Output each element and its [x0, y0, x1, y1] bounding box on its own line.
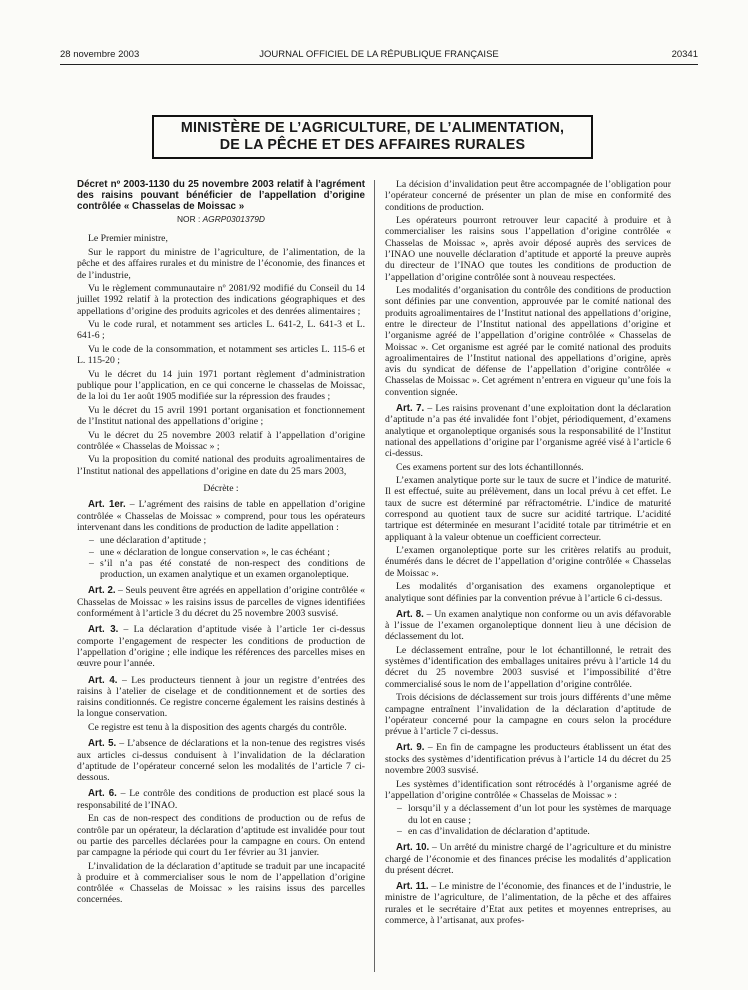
- article-7-paragraph: L’examen analytique porte sur le taux de sucre et l’indice de maturité. Il est effectué, suite au prélèvement, dans un local prévu à cet effet. Le taux de sucre est déterminé par réfractométrie. L’indice de maturité correspond au quotient taux de sucre sur acidité tartrique. L’acidité tartrique est déterminée en mesurant l’acidité totale par titrimétrie et en appliquant à la valeur obtenue un coefficient correcteur.: [385, 475, 671, 543]
- header-journal-title: JOURNAL OFFICIEL DE LA RÉPUBLIQUE FRANÇAISE: [259, 49, 499, 60]
- nor-value: AGRP0301379D: [202, 214, 265, 225]
- article-6-paragraph: En cas de non-respect des conditions de production ou de refus de contrôle par un opérateur, la déclaration d’aptitude est invalidée pour tout ou partie des parcelles déclarées pour la campagne en cours. On entend par campagne la période qui court du 1er février au 31 janvier.: [77, 813, 365, 859]
- article-8-paragraph: Trois décisions de déclassement sur trois jours différents d’une même campagne entraînent l’invalidation de la déclaration d’aptitude de l’opérateur concerné pour la campagne en cours selon la procédure prévue à l’article 7 ci-dessus.: [385, 692, 671, 738]
- article-8-text: – Un examen analytique non conforme ou un avis défavorable à l’issue de l’examen organoleptique donnent lieu à une décision de déclassement du lot.: [385, 608, 671, 643]
- article-4-text: – Les producteurs tiennent à jour un registre d’entrées des raisins à l’atelier de ciselage et de conditionnement et de sorties des raisins conditionnés. Ce registre concerne également les raisins destinés à la longue conservation.: [77, 674, 365, 720]
- article-5-label: Art. 5.: [88, 738, 117, 750]
- article-4-paragraph: Ce registre est tenu à la disposition des agents chargés du contrôle.: [88, 721, 347, 733]
- article-2-text: – Seuls peuvent être agréés en appellation d’origine contrôlée « Chasselas de Moissac » les raisins issus de parcelles de vignes identifiées conformément à l’article 3 du décret du 25 novembre 2003 susvisé.: [77, 585, 365, 620]
- article-11: [385, 881, 671, 926]
- left-column: [77, 179, 365, 908]
- list-item: – en cas d’invalidation de déclaration d’aptitude.: [397, 826, 671, 837]
- article-3-label: Art. 3.: [88, 624, 119, 636]
- article-9-paragraph: Les systèmes d’identification sont rétrocédés à l’organisme agréé de l’appellation d’origine contrôlée « Chasselas de Moissac » :: [385, 778, 671, 801]
- article-7-paragraph: Ces examens portent sur des lots échantillonnés.: [396, 461, 584, 473]
- preamble-paragraph: Vu le décret du 14 juin 1971 portant règlement d’administration publique pour l’application, en ce qui concerne le chasselas de Moissac, de la loi du 1er août 1905 modifiée sur la répression des fraudes ;: [77, 368, 365, 403]
- article-8-paragraph: Le déclassement entraîne, pour le lot échantillonné, le retrait des systèmes d’identification des emballages unitaires prévu à l’article 14 du décret du 25 novembre 2003 susvisé et l’impossibilité d’être commercialisé sous le nom de l’appellation d’origine contrôlée.: [385, 644, 671, 690]
- preamble-paragraph: Vu le règlement communautaire nº 2081/92 modifié du Conseil du 14 juillet 1992 relatif à la protection des indications géographiques et des appellations d’origine des produits agricoles et des denrées alimentaires ;: [77, 283, 365, 317]
- article-6: [77, 788, 365, 811]
- article-2-label: Art. 2.: [88, 585, 116, 597]
- body-paragraph: Les modalités d’organisation du contrôle des conditions de production sont définies par une convention, approuvée par le comité national des produits agroalimentaires de l’Institut national des appellations d’origine, entre le directeur de l’Institut national des appellations d’origine et l’organisme agréé de l’appellation d’origine contrôlée « Chasselas de Moissac ». Cet organisme est agréé par le comité national des produits agroalimentaires de l’Institut national des appellations d’origine, après avis du syndicat de défense de l’appellation d’origine contrôlée « Chasselas de Moissac ». Cet agrément n’entrera en vigueur qu’une fois la convention signée.: [385, 285, 671, 398]
- article-10-text: – Un arrêté du ministre chargé de l’agriculture et du ministre chargé de l’économie et des finances précise les modalités d’application du présent décret.: [385, 842, 672, 876]
- article-2: [77, 585, 365, 619]
- article-5-text: – L’absence de déclarations et la non-tenue des registres visés aux articles ci-dessus conduisent à l’invalidation de la déclaration d’aptitude de l’opérateur concerné selon les modalités de l’article 7 ci-dessous.: [77, 738, 365, 784]
- list-item: – une « déclaration de longue conservation », le cas échéant ;: [89, 547, 365, 558]
- list-item: – une déclaration d’aptitude ;: [89, 535, 365, 546]
- article-9-label: Art. 9.: [396, 742, 425, 754]
- article-5: [77, 738, 365, 783]
- running-header: [60, 49, 698, 63]
- article-1-label: Art. 1er.: [88, 499, 126, 511]
- article-10-label: Art. 10.: [396, 842, 430, 854]
- article-7-label: Art. 7.: [396, 403, 425, 415]
- article-9-list: [385, 803, 671, 837]
- ministry-heading-box: [152, 115, 593, 159]
- article-6-paragraph: L’invalidation de la déclaration d’aptitude se traduit par une incapacité à produire et à commercialiser sous le nom de l’appellation d’origine contrôlée « Chasselas de Moissac » les raisins issus des parcelles concernées.: [77, 860, 365, 906]
- right-column: [385, 179, 671, 928]
- preamble-paragraph: Vu le décret du 15 avril 1991 portant organisation et fonctionnement de l’Institut national des appellations d’origine ;: [77, 404, 365, 428]
- article-3-text: – La déclaration d’aptitude visée à l’article 1er ci-dessus comporte l’engagement de respecter les conditions de production de l’appellation d’origine ; elle indique les références des parcelles mises en œuvre pour l’année.: [77, 624, 365, 670]
- header-page-number: 20341: [671, 49, 698, 60]
- article-6-text: – Le contrôle des conditions de production est placé sous la responsabilité de l’INAO.: [77, 788, 365, 811]
- decree-title: Décret nº 2003-1130 du 25 novembre 2003 relatif à l’agrément des raisins pouvant bénéficier de l’appellation d’origine contrôlée « Chasselas de Moissac »: [77, 179, 365, 212]
- article-4: [77, 675, 365, 720]
- article-11-label: Art. 11.: [396, 881, 429, 893]
- article-3: [77, 624, 365, 669]
- nor-reference: [77, 214, 365, 225]
- body-paragraph: Les opérateurs pourront retrouver leur capacité à produire et à commercialiser les raisins sous l’appellation d’origine contrôlée « Chasselas de Moissac », après avoir déposé auprès des services de l’INAO une nouvelle déclaration d’aptitude et apporté la preuve auprès du directeur de l’INAO que toutes les conditions de production de l’appellation d’origine contrôlée sont à nouveau respectées.: [385, 215, 671, 283]
- article-7-paragraph: L’examen organoleptique porte sur les critères relatifs au produit, énumérés dans le décret de l’appellation d’origine contrôlée « Chasselas de Moissac ».: [385, 545, 671, 579]
- ministry-heading-line1: MINISTÈRE DE L’AGRICULTURE, DE L’ALIMENTATION,: [180, 120, 565, 136]
- article-1: [77, 499, 365, 533]
- preamble-paragraph: Sur le rapport du ministre de l’agriculture, de l’alimentation, de la pêche et des affaires rurales et du ministre de l’économie, des finances et de l’industrie,: [77, 246, 365, 281]
- list-item: – lorsqu’il y a déclassement d’un lot pour les systèmes de marquage du lot en cause ;: [397, 803, 671, 826]
- article-9: [385, 742, 671, 776]
- article-8-label: Art. 8.: [396, 608, 424, 620]
- list-item: – s’il n’a pas été constaté de non-respect des conditions de production, un examen analytique et un examen organoleptique.: [89, 558, 365, 581]
- body-paragraph: La décision d’invalidation peut être accompagnée de l’obligation pour l’opérateur concerné de présenter un plan de mise en conformité des conditions de production.: [385, 179, 671, 213]
- article-9-text: – En fin de campagne les producteurs établissent un état des stocks des systèmes d’identification prévus à l’article 14 du décret du 25 novembre 2003 susvisé.: [385, 742, 671, 777]
- preamble-paragraph: Vu la proposition du comité national des produits agroalimentaires de l’Institut national des appellations d’origine en date du 25 mars 2003,: [77, 454, 365, 477]
- article-1-list: [77, 535, 365, 580]
- article-8: [385, 609, 671, 643]
- preamble-paragraph: Le Premier ministre,: [88, 233, 168, 245]
- article-7: [385, 403, 671, 459]
- article-4-label: Art. 4.: [88, 674, 118, 686]
- article-6-label: Art. 6.: [88, 788, 117, 800]
- header-date: 28 novembre 2003: [60, 49, 140, 60]
- preamble-paragraph: Vu le code de la consommation, et notamment ses articles L. 115-6 et L. 115-20 ;: [77, 343, 365, 367]
- column-separator: [374, 180, 375, 972]
- preamble-paragraph: Vu le décret du 25 novembre 2003 relatif à l’appellation d’origine contrôlée « Chasselas de Moissac » ;: [77, 429, 365, 452]
- header-rule: [60, 64, 698, 65]
- nor-label: NOR :: [177, 214, 203, 225]
- article-7-paragraph: Les modalités d’organisation des examens organoleptique et analytique sont définies par la convention prévue à l’article 6 ci-dessus.: [385, 581, 671, 604]
- article-10: [385, 842, 671, 876]
- decrete-heading: Décrète :: [203, 482, 239, 494]
- article-1-text: – L’agrément des raisins de table en appellation d’origine contrôlée « Chasselas de Moissac » comprend, pour tous les opérateurs intervenant dans les conditions de production de ladite appellation :: [77, 499, 366, 533]
- article-7-text: – Les raisins provenant d’une exploitation dont la déclaration d’aptitude n’a pas été invalidée font l’objet, périodiquement, d’examens analytique et organoleptique organisés sous la responsabilité de l’Institut national des appellations d’origine par l’organisme agréé visé à l’article 6 ci-dessus.: [385, 403, 671, 460]
- ministry-heading-line2: DE LA PÊCHE ET DES AFFAIRES RURALES: [219, 137, 526, 153]
- preamble-paragraph: Vu le code rural, et notamment ses articles L. 641-2, L. 641-3 et L. 641-6 ;: [77, 319, 365, 342]
- article-11-text: – Le ministre de l’économie, des finances et de l’industrie, le ministre de l’agriculture, de l’alimentation, de la pêche et des affaires rurales et le secrétaire d’Etat aux petites et moyennes entreprises, au commerce, à l’artisanat, aux profes-: [385, 881, 671, 926]
